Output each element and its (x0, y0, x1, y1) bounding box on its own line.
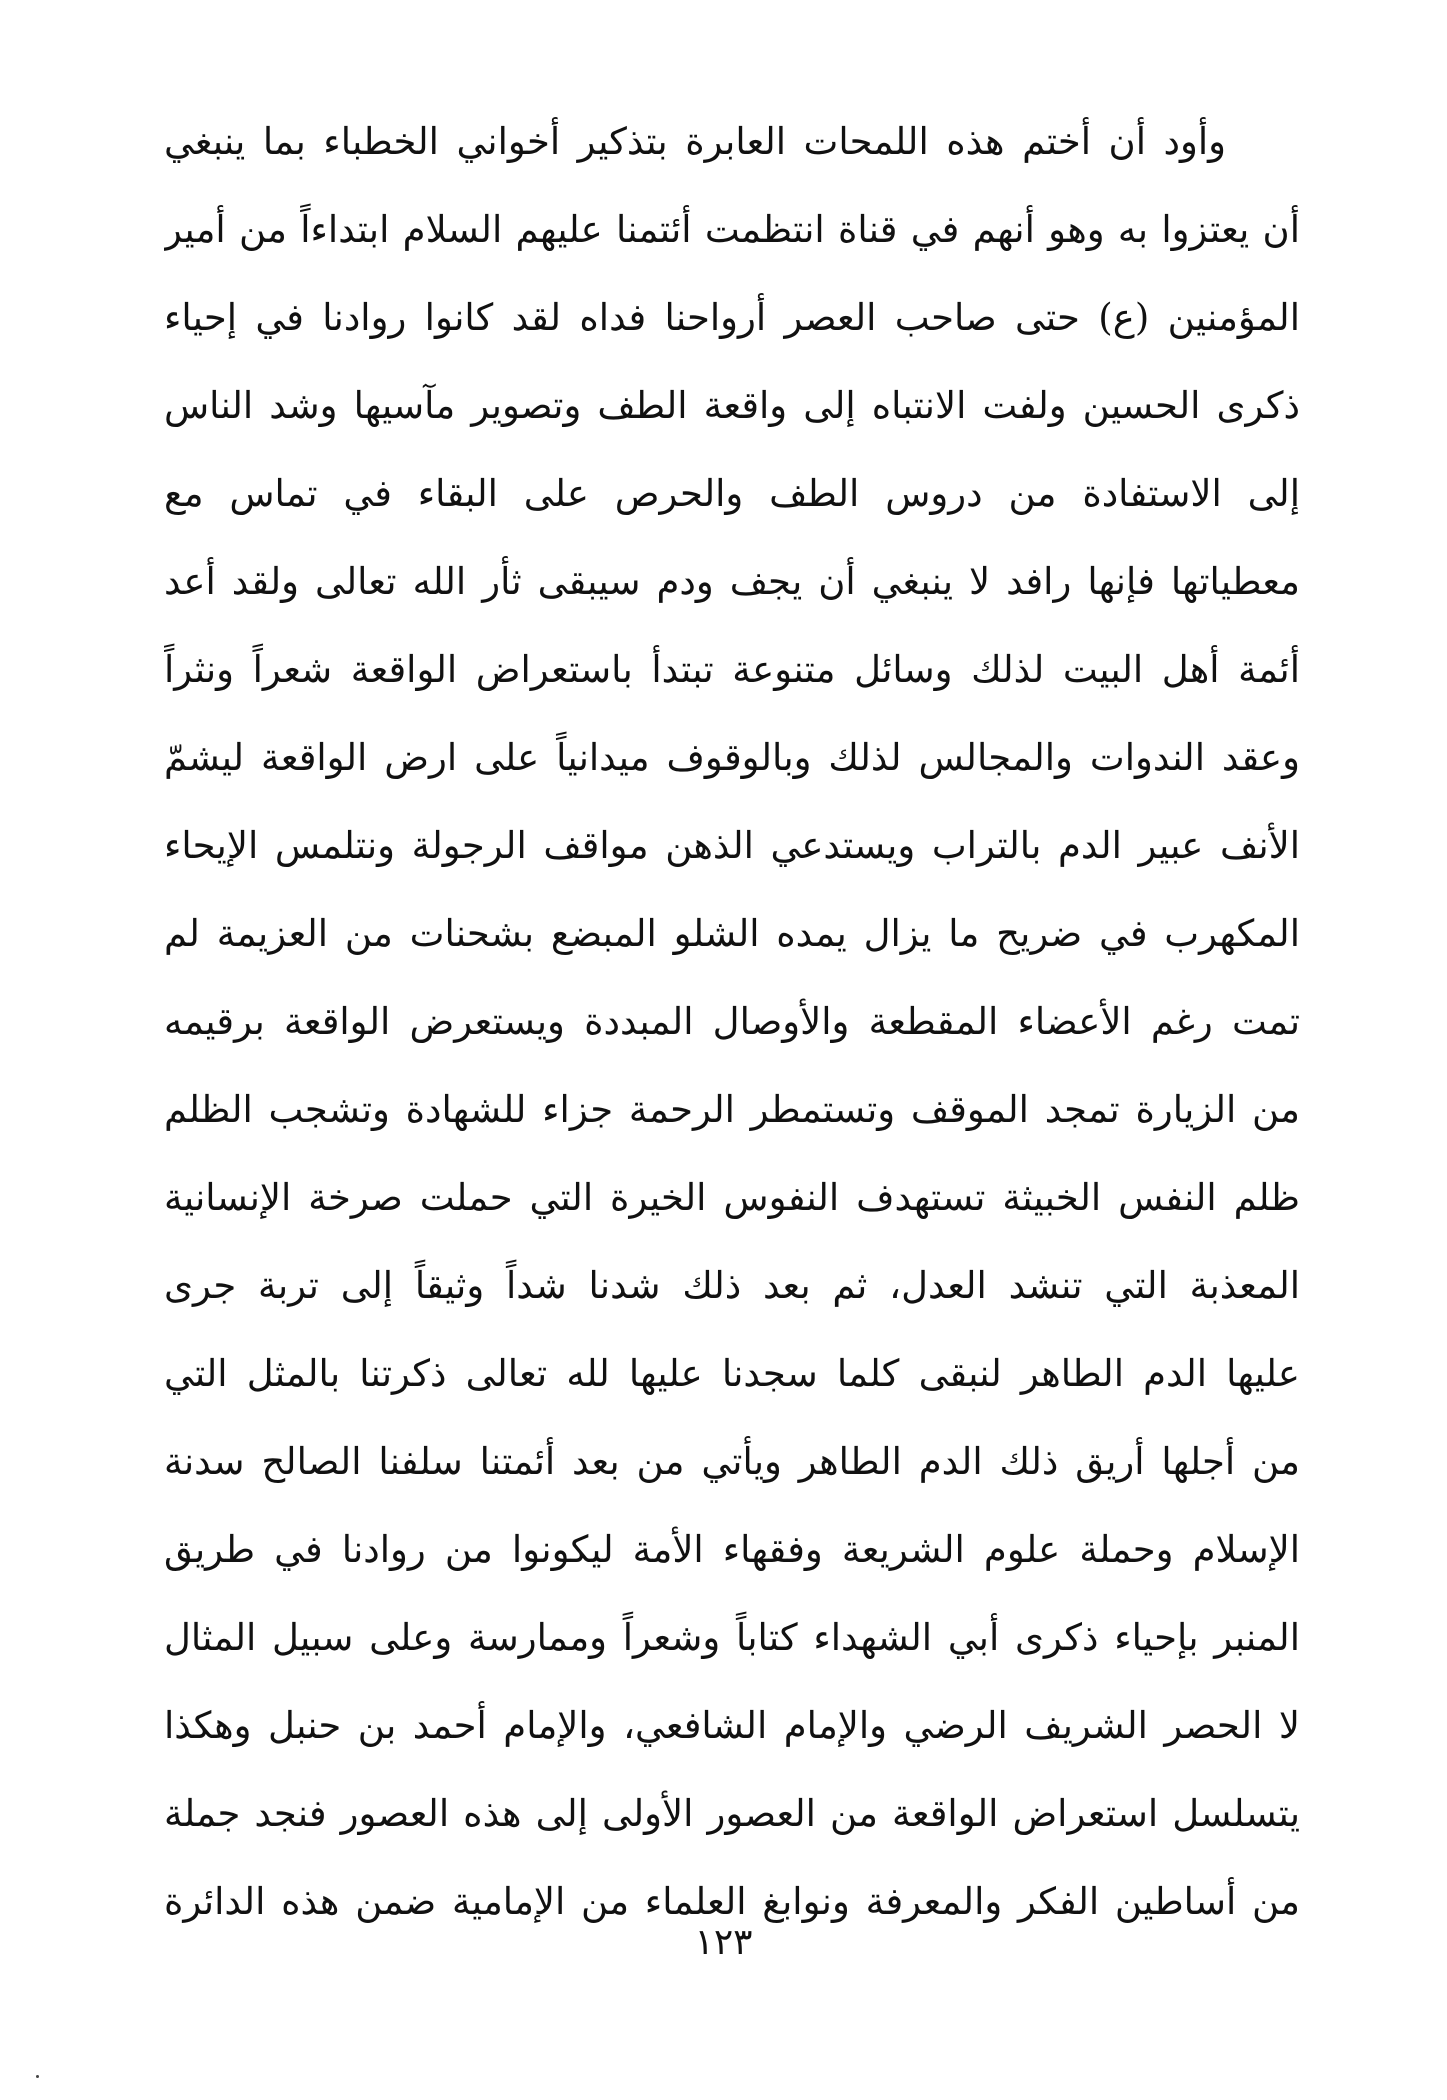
text-line: يتسلسل استعراض الواقعة من العصور الأولى إلى هذه العصور فنجد جملة (164, 1792, 1300, 1835)
text-line: عليها الدم الطاهر لنبقى كلما سجدنا عليها لله تعالى ذكرتنا بالمثل التي (164, 1352, 1300, 1395)
text-line: أئمة أهل البيت لذلك وسائل متنوعة تبتدأ باستعراض الواقعة شعراً ونثراً (164, 648, 1300, 691)
text-line: المنبر بإحياء ذكرى أبي الشهداء كتاباً وشعراً وممارسة وعلى سبيل المثال (164, 1616, 1300, 1659)
text-line: من الزيارة تمجد الموقف وتستمطر الرحمة جزاء للشهادة وتشجب الظلم (164, 1088, 1300, 1131)
text-line: تمت رغم الأعضاء المقطعة والأوصال المبددة ويستعرض الواقعة برقيمه (164, 1000, 1300, 1043)
text-line: من أجلها أريق ذلك الدم الطاهر ويأتي من بعد أئمتنا سلفنا الصالح سدنة (164, 1440, 1300, 1483)
text-line: ذكرى الحسين ولفت الانتباه إلى واقعة الطف وتصوير مآسيها وشد الناس (164, 384, 1300, 427)
text-line: الأنف عبير الدم بالتراب ويستدعي الذهن مواقف الرجولة ونتلمس الإيحاء (164, 824, 1300, 867)
text-line: من أساطين الفكر والمعرفة ونوابغ العلماء من الإمامية ضمن هذه الدائرة (164, 1880, 1300, 1923)
text-line: معطياتها فإنها رافد لا ينبغي أن يجف ودم سيبقى ثأر الله تعالى ولقد أعد (164, 560, 1300, 603)
text-line: أن يعتزوا به وهو أنهم في قناة انتظمت أئتمنا عليهم السلام ابتداءاً من أمير (164, 208, 1300, 251)
body-text (164, 98, 1300, 1946)
text-line: لا الحصر الشريف الرضي والإمام الشافعي، والإمام أحمد بن حنبل وهكذا (164, 1704, 1300, 1747)
text-line: وأود أن أختم هذه اللمحات العابرة بتذكير أخواني الخطباء بما ينبغي (164, 120, 1226, 163)
page-number: ١٢٣ (694, 1922, 753, 1963)
text-line: وعقد الندوات والمجالس لذلك وبالوقوف ميدانياً على ارض الواقعة ليشمّ (164, 736, 1300, 779)
text-line: المعذبة التي تنشد العدل، ثم بعد ذلك شدنا شداً وثيقاً إلى تربة جرى (164, 1264, 1300, 1307)
text-line: المكهرب في ضريح ما يزال يمده الشلو المبضع بشحنات من العزيمة لم (164, 912, 1300, 955)
text-line: إلى الاستفادة من دروس الطف والحرص على البقاء في تماس مع (164, 472, 1300, 515)
scan-speck (36, 2075, 39, 2078)
text-line: الإسلام وحملة علوم الشريعة وفقهاء الأمة ليكونوا من روادنا في طريق (164, 1528, 1300, 1571)
text-line: المؤمنين (ع) حتى صاحب العصر أرواحنا فداه لقد كانوا روادنا في إحياء (164, 296, 1300, 339)
text-line: ظلم النفس الخبيثة تستهدف النفوس الخيرة التي حملت صرخة الإنسانية (164, 1176, 1300, 1219)
